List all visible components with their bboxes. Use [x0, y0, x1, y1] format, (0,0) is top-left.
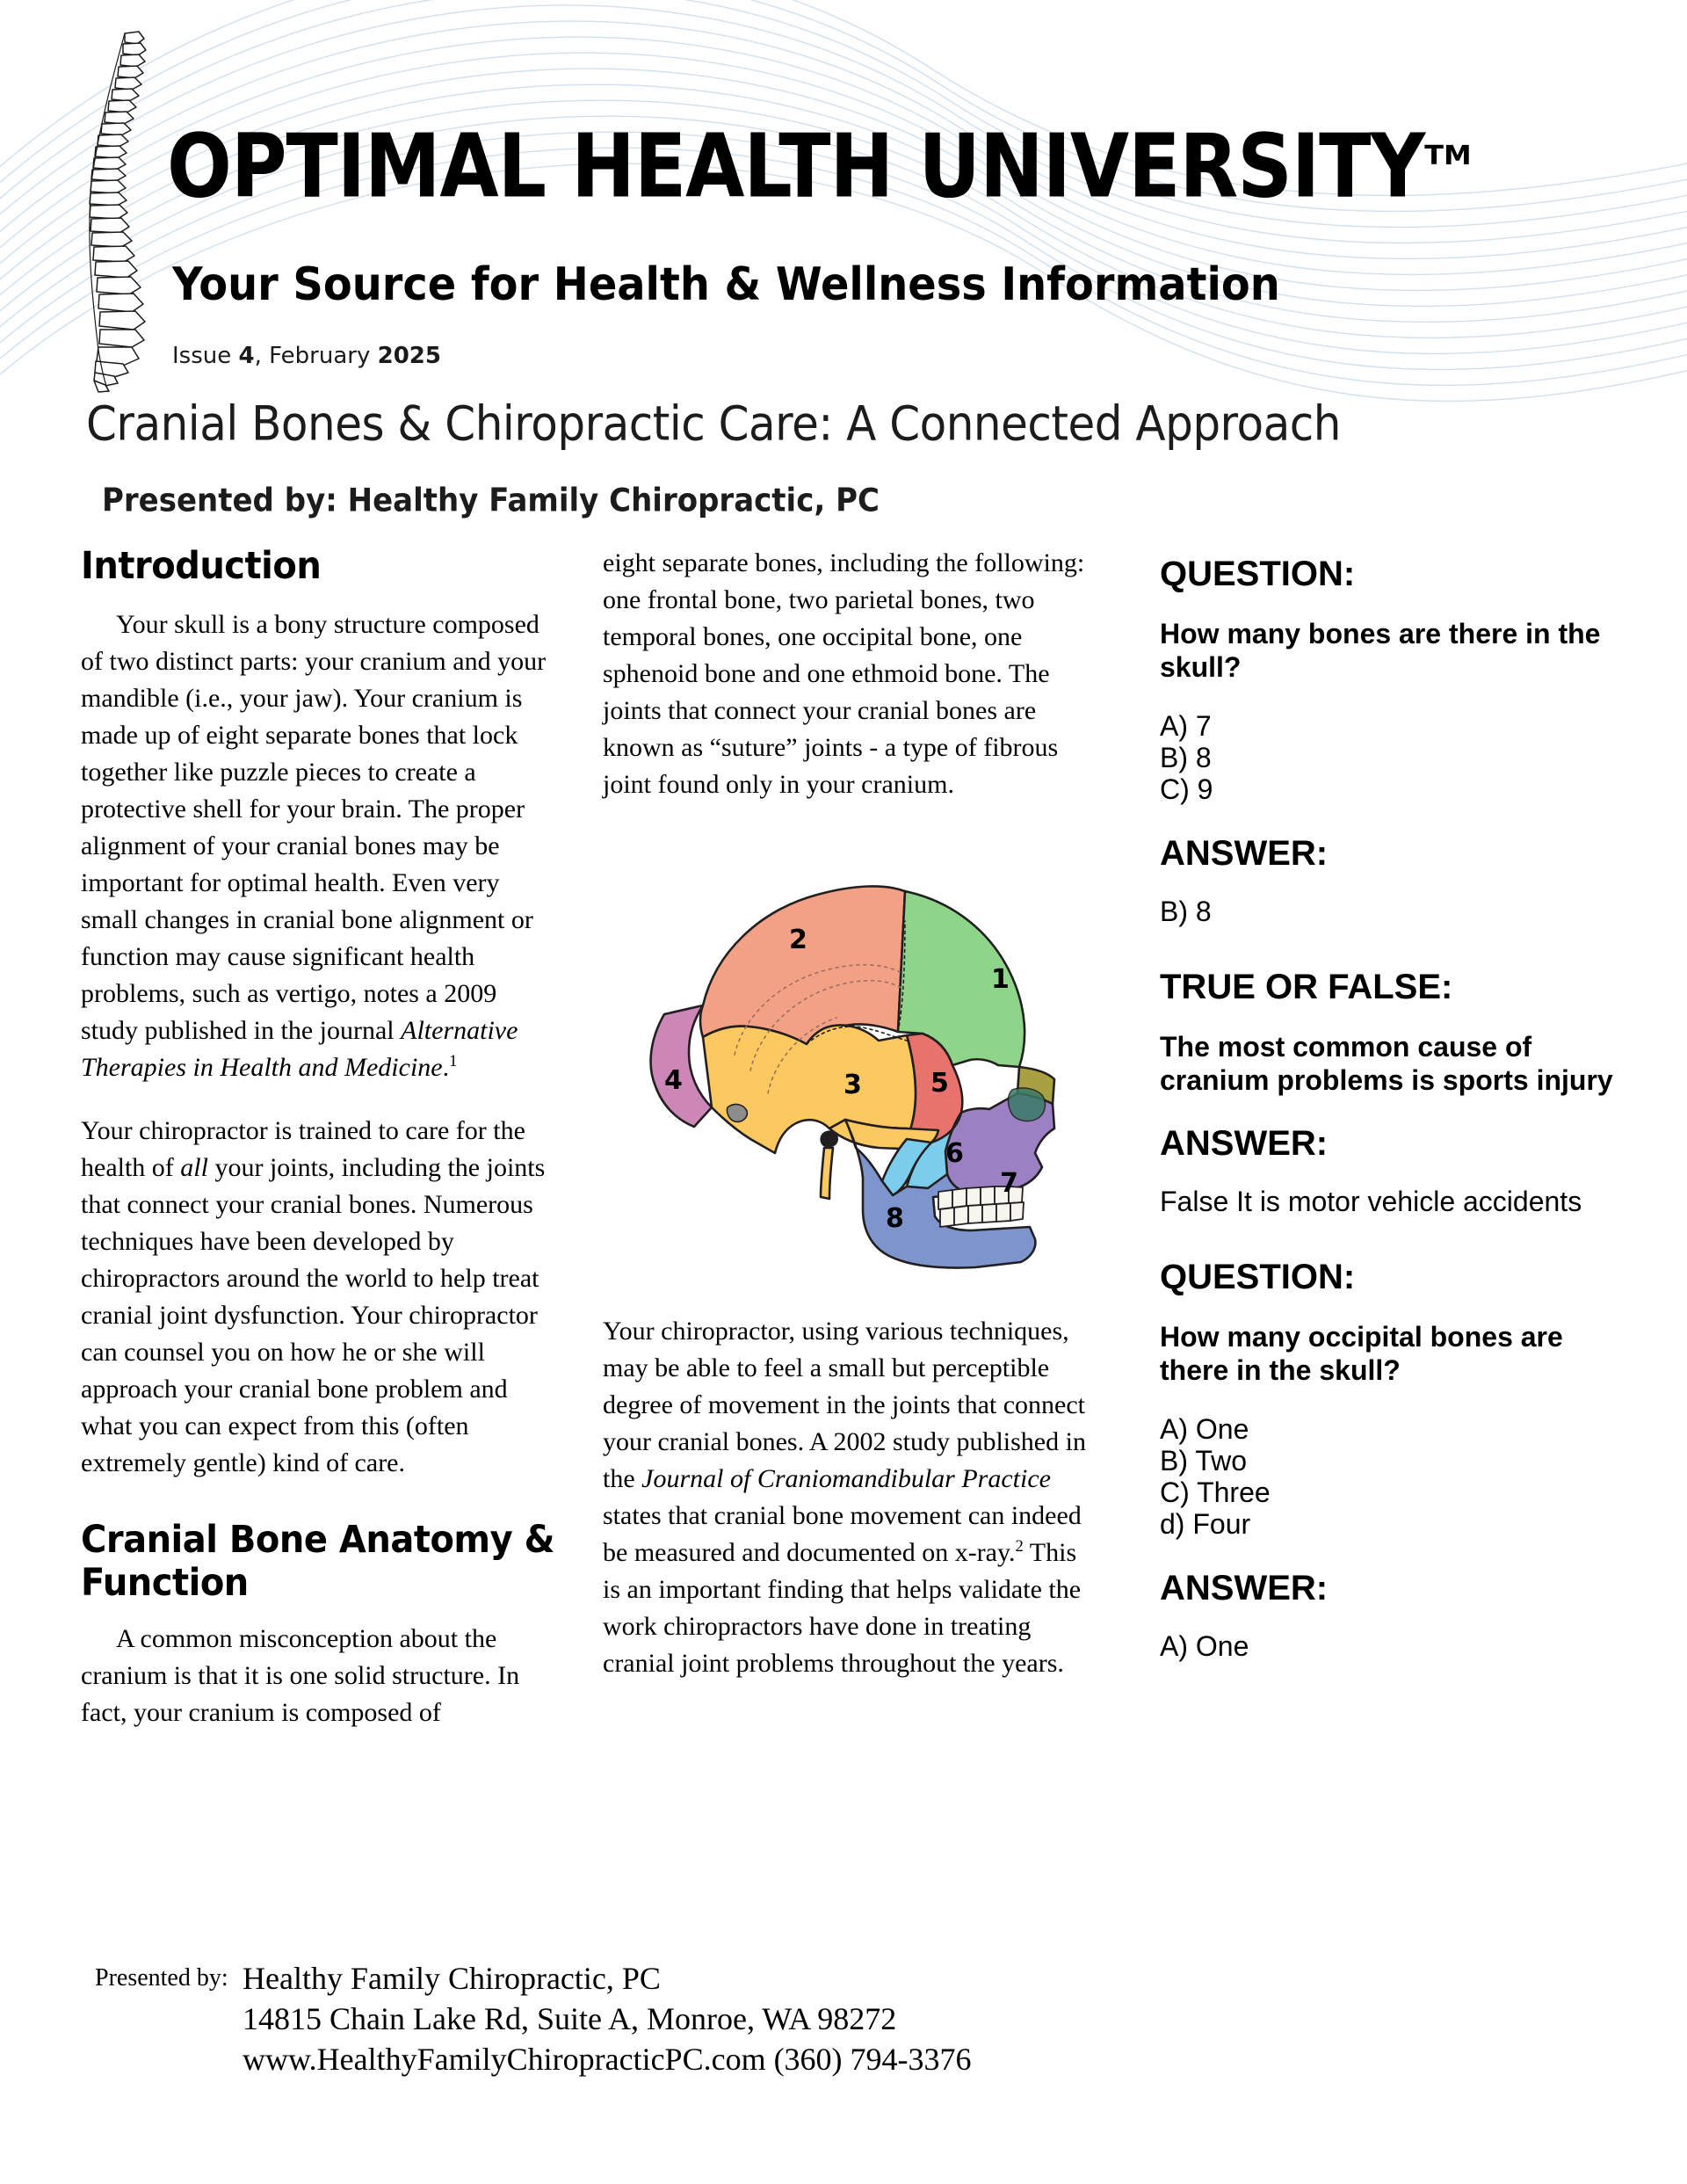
footer-label: Presented by: [95, 1964, 228, 1992]
qa-option[interactable]: C) Three [1160, 1477, 1271, 1508]
qa-option[interactable]: d) Four [1160, 1508, 1251, 1540]
qa-options-1 [1160, 710, 1617, 805]
qa-question-2: The most common cause of cranium problems is sports injury [1160, 1031, 1613, 1096]
emphasis-all: all [180, 1153, 208, 1182]
qa-answer-heading-2: ANSWER: [1160, 1124, 1329, 1163]
issue-month: , February [254, 343, 378, 369]
issue-line [172, 343, 441, 369]
movement-paragraph-a: Your chiropractor, using various techniques, may be able to feel a small but perceptible degree of movement in the joints that connect your cranial bones. A 2002 study published in the [603, 1317, 1086, 1493]
spine-logo-icon [69, 25, 174, 394]
intro-paragraph-2-b: your joints, including the joints that connect your cranial bones. Numerous techniques have been developed by chiropractors around the world to help treat cranial joint dysfunction. Your chiropractor can counsel you on how he or she will approach your cranial bone problem and what you can expect from this (often extremely gentle) kind of care. [81, 1153, 546, 1477]
qa-heading-3: QUESTION: [1160, 1258, 1356, 1296]
skull-label-6: 6 [945, 1138, 964, 1169]
section-heading-cranial-bone-anatomy: Cranial Bone Anatomy & Function [81, 1519, 554, 1605]
footer-practice-name: Healthy Family Chiropractic, PC [243, 1961, 661, 1996]
movement-paragraph-c: This is an important finding that helps validate the work chiropractors have done in treating cranial joint problems throughout the years. [603, 1538, 1082, 1678]
qa-answer-3: A) One [1160, 1630, 1249, 1662]
section-heading-introduction: Introduction [81, 545, 322, 588]
skull-label-3: 3 [844, 1070, 862, 1100]
intro-paragraph-1-text: Your skull is a bony structure composed of two distinct parts: your cranium and your mandible (i.e., your jaw). Your cranium is made up of eight separate bones that lock together like puzzle pieces to create a protective shell for your brain. The proper alignment of your cranial bones may be important for optimal health. Even very small changes in cranial bone alignment or function may cause significant health problems, such as vertigo, notes a 2009 study published in the journal [81, 610, 547, 1045]
qa-question-3: How many occipital bones are there in the skull? [1160, 1321, 1563, 1386]
qa-answer-heading-3: ANSWER: [1160, 1569, 1329, 1607]
skull-label-8: 8 [886, 1203, 904, 1234]
qa-heading-2: TRUE OR FALSE: [1160, 968, 1453, 1006]
skull-label-5: 5 [930, 1068, 949, 1099]
footer-contact-block [95, 1958, 1589, 2079]
anatomy-paragraph-continued: eight separate bones, including the following: one frontal bone, two parietal bones, two temporal bones, one occipital bone, one sphenoid bone and one ethmoid bone. The joints that connect your cranial bones are known as “suture” joints - a type of fibrous joint found only in your cranium. [603, 548, 1085, 799]
qa-option[interactable]: C) 9 [1160, 773, 1213, 805]
skull-diagram-icon [603, 830, 1095, 1287]
qa-option[interactable]: B) Two [1160, 1445, 1247, 1477]
column-middle [603, 545, 1095, 1709]
intro-paragraph-2-a: Your chiropractor is trained to care for the health of [81, 1116, 525, 1182]
issue-prefix: Issue [172, 343, 239, 369]
movement-paragraph [603, 1313, 1095, 1682]
footer-address [243, 1958, 972, 2079]
qa-options-3 [1160, 1413, 1617, 1540]
qa-block-3 [1160, 1257, 1617, 1663]
issue-number: 4 [238, 343, 255, 369]
qa-heading-1: QUESTION: [1160, 555, 1356, 593]
intro-paragraph-1 [81, 606, 555, 1086]
footer-street-address: 14815 Chain Lake Rd, Suite A, Monroe, WA 98272 [243, 2001, 897, 2036]
footnote-ref-2: 2 [1015, 1537, 1024, 1556]
qa-option[interactable]: A) 7 [1160, 710, 1212, 742]
footer-website-phone[interactable]: www.HealthyFamilyChiropracticPC.com (360) 794-3376 [243, 2042, 972, 2077]
issue-year: 2025 [377, 343, 441, 369]
qa-option[interactable]: B) 8 [1160, 742, 1212, 773]
qa-block-1 [1160, 554, 1617, 928]
skull-label-1: 1 [991, 964, 1010, 995]
anatomy-paragraph-1: A common misconception about the cranium is that it is one solid structure. In fact, your cranium is composed of [81, 1624, 520, 1727]
footnote-ref-1: 1 [449, 1052, 458, 1070]
skull-label-7: 7 [1000, 1168, 1018, 1199]
qa-option[interactable]: A) One [1160, 1413, 1249, 1445]
journal-name-craniomandibular: Journal of Craniomandibular Practice [641, 1464, 1051, 1493]
journal-name-alternative-therapies: Alternative Therapies in Health and Medicine [81, 1016, 518, 1082]
masthead-title-text: OPTIMAL HEALTH UNIVERSITY [167, 116, 1425, 218]
presented-by-heading: Presented by: Healthy Family Chiropractic, PC [102, 482, 880, 520]
qa-answer-1: B) 8 [1160, 896, 1212, 927]
skull-label-4: 4 [664, 1065, 683, 1096]
masthead-tagline: Your Source for Health & Wellness Information [172, 257, 1280, 311]
page-title: Cranial Bones & Chiropractic Care: A Connected Approach [86, 395, 1341, 452]
trademark-symbol: TM [1424, 141, 1472, 172]
column-left [81, 545, 555, 1758]
qa-answer-heading-1: ANSWER: [1160, 834, 1329, 873]
qa-block-2 [1160, 967, 1617, 1218]
intro-paragraph-1-end: . [442, 1053, 450, 1082]
column-sidebar-qa [1160, 554, 1617, 1701]
qa-answer-2: False It is motor vehicle accidents [1160, 1186, 1582, 1217]
skull-label-2: 2 [789, 925, 807, 955]
masthead-title [167, 112, 1564, 218]
intro-paragraph-2 [81, 1113, 555, 1482]
movement-paragraph-b: states that cranial bone movement can indeed be measured and documented on x-ray. [603, 1501, 1082, 1567]
qa-question-1: How many bones are there in the skull? [1160, 618, 1601, 683]
skull-diagram-figure [603, 830, 1095, 1287]
